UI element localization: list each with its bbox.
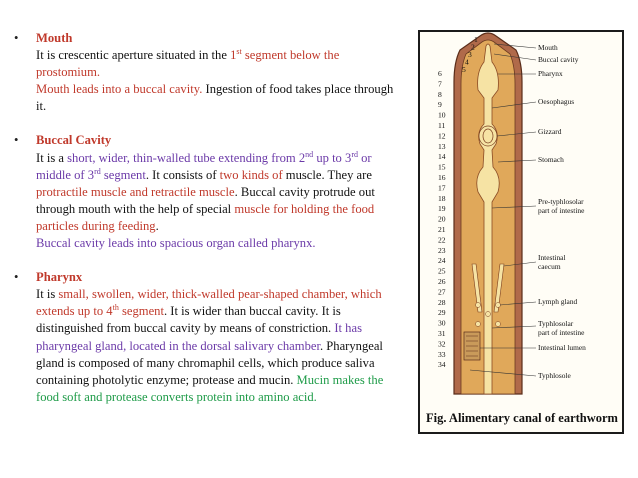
- text-run: . Buccal cavity protrude out through mouth with the help of special: [36, 184, 375, 216]
- text-run: segment: [118, 304, 164, 319]
- superscript: th: [112, 303, 119, 313]
- text-run: up to 3: [313, 150, 352, 165]
- mouth-section: [14, 30, 406, 115]
- label-gizzard: Gizzard: [538, 127, 562, 136]
- pharynx-text: [36, 286, 406, 406]
- alimentary-canal-diagram: [420, 32, 622, 432]
- text-run: short, wider, thin-walled tube extending from 2: [67, 150, 306, 165]
- segment-number: 11: [438, 121, 446, 130]
- bullet: •: [14, 133, 19, 148]
- segment-number: 7: [438, 79, 442, 89]
- pharynx-section: [14, 269, 406, 406]
- bullet: •: [14, 31, 19, 45]
- text-run: It is crescentic aperture situated in the: [36, 48, 231, 63]
- segment-number: 29: [438, 308, 446, 318]
- pharynx-heading: Pharynx: [36, 270, 83, 285]
- segment-number: 4: [465, 57, 469, 67]
- notes-column: [14, 30, 406, 423]
- text-run: . It consists of: [145, 167, 220, 182]
- superscript: st: [236, 46, 242, 56]
- text-run: muscle for holding the food particles during feeding: [36, 201, 375, 233]
- segment-number: 18: [438, 193, 446, 203]
- superscript: rd: [351, 149, 358, 159]
- segment-number: 19: [438, 204, 446, 214]
- text-run: protractile muscle and retractile muscle: [36, 184, 235, 199]
- text-run: It has pharyngeal gland, located in the dorsal salivary chamber: [36, 321, 362, 353]
- label-typhlosolar: Typhlosolar: [538, 319, 574, 328]
- text-run: segment: [100, 167, 146, 182]
- segment-number: 15: [438, 162, 446, 172]
- label-typhlosolar-2: part of intestine: [538, 328, 585, 337]
- text-run: small, swollen, wider, thick-walled pear-shaped chamber, which extends up to 4: [36, 287, 382, 319]
- superscript: rd: [94, 166, 101, 176]
- segment-number: 32: [438, 339, 446, 349]
- mouth-heading: Mouth: [36, 31, 73, 45]
- segment-number: 23: [438, 245, 446, 255]
- text-run: . It is wider than buccal cavity. It is distinguished from buccal cavity by means of constriction.: [36, 304, 341, 336]
- text-run: Ingestion of food takes place through it.: [36, 82, 394, 114]
- segment-number: 24: [438, 256, 446, 266]
- buccal-section: [14, 132, 406, 252]
- segment-number: 34: [438, 360, 446, 370]
- label-pre-typhlosolar-2: part of intestine: [538, 206, 585, 215]
- mouth-text-2: [36, 81, 406, 115]
- segment-number: 14: [438, 152, 446, 162]
- superscript: nd: [305, 149, 314, 159]
- text-run: two kinds of: [219, 167, 283, 182]
- text-run: segment below the prostomium.: [36, 48, 340, 80]
- label-intestinal: Intestinal: [538, 253, 566, 262]
- text-run: 1: [230, 48, 237, 63]
- segment-number: 30: [438, 318, 446, 328]
- segment-number: 21: [438, 225, 446, 234]
- text-run: Mouth leads into a buccal cavity.: [36, 82, 203, 97]
- text-run: .: [155, 218, 159, 233]
- segment-number: 33: [438, 349, 446, 359]
- figure-caption: Fig. Alimentary canal of earthworm: [426, 411, 618, 425]
- text-run: It is a: [36, 150, 68, 165]
- earthworm-figure: [418, 30, 624, 434]
- label-mouth: Mouth: [538, 43, 558, 52]
- segment-number: 8: [438, 89, 442, 99]
- text-run: or middle of 3: [36, 150, 372, 182]
- segment-number: 2: [471, 42, 475, 52]
- text-run: . Pharyngeal gland is composed of many chromaphil cells, which produce saliva containing photolytic enzyme; protease and mucin.: [36, 338, 383, 387]
- segment-number: 6: [438, 69, 442, 78]
- segment-number: 9: [438, 100, 442, 110]
- bullet: •: [14, 270, 19, 285]
- segment-number: 12: [438, 131, 446, 141]
- segment-number: 16: [438, 173, 446, 182]
- segment-number: 27: [438, 287, 446, 297]
- text-run: Mucin makes the food soft and protease converts protein into amino acid.: [36, 372, 384, 404]
- label-oesophagus: Oesophagus: [538, 97, 575, 106]
- segment-number: 28: [438, 297, 446, 307]
- label-lymph-gland: Lymph gland: [538, 297, 578, 306]
- label-buccal-cavity: Buccal cavity: [538, 55, 579, 64]
- label-stomach: Stomach: [538, 155, 564, 164]
- segment-number: 1: [474, 35, 478, 44]
- segment-number: 5: [462, 65, 466, 74]
- buccal-text-1: [36, 150, 406, 235]
- segment-number: 31: [438, 329, 446, 338]
- segment-number: 17: [438, 183, 446, 193]
- text-run: muscle. They are: [282, 167, 372, 182]
- segment-number: 3: [468, 50, 472, 59]
- buccal-heading: Buccal Cavity: [36, 133, 112, 148]
- segment-number: 26: [438, 277, 446, 286]
- segment-number: 13: [438, 141, 446, 151]
- segment-number: 10: [438, 110, 446, 120]
- mouth-text-1: [36, 47, 406, 81]
- segment-number: 20: [438, 214, 446, 224]
- label-pre-typhlosolar: Pre-typhlosolar: [538, 197, 584, 206]
- segment-number: 22: [438, 235, 446, 245]
- label-caecum: caecum: [538, 262, 561, 271]
- label-pharynx: Pharynx: [538, 69, 563, 78]
- buccal-text-2: Buccal cavity leads into spacious organ called pharynx.: [36, 236, 316, 251]
- segment-number: 25: [438, 266, 446, 276]
- text-run: It is: [36, 287, 59, 302]
- label-intestinal-lumen: Intestinal lumen: [538, 343, 586, 352]
- label-typhlosole: Typhlosole: [538, 371, 571, 380]
- part-labels: [538, 43, 586, 380]
